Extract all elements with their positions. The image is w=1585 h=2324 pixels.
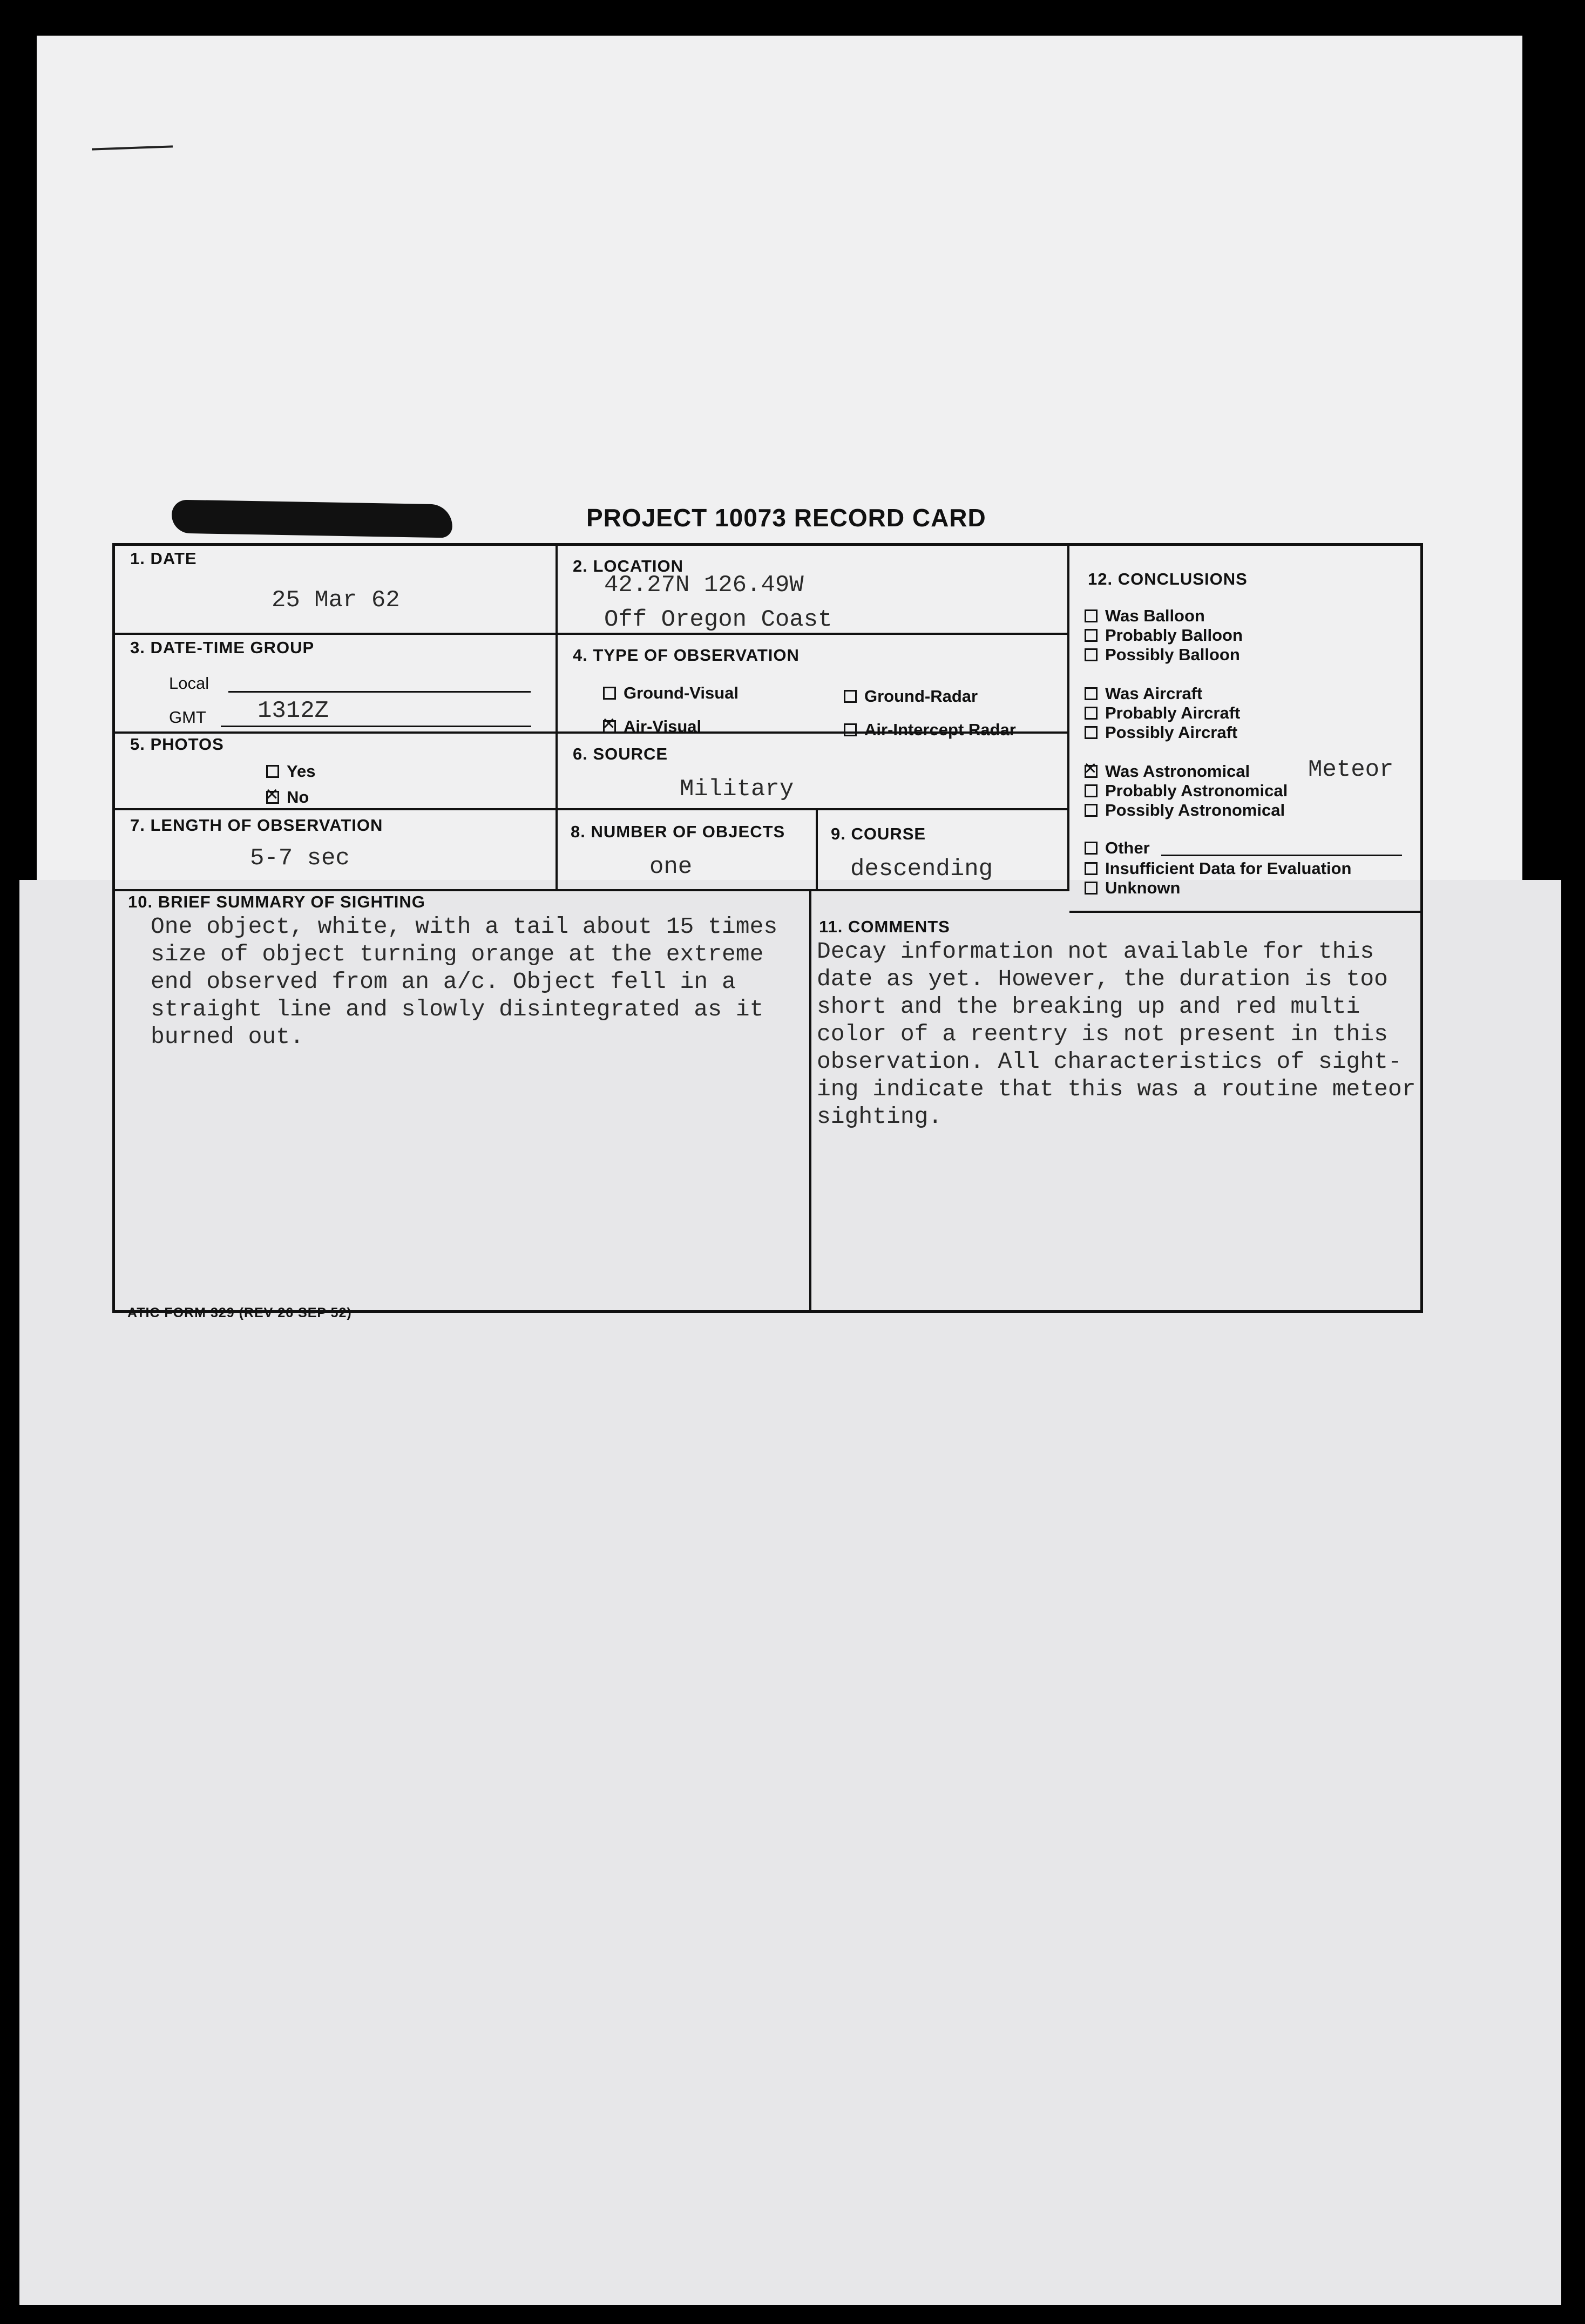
checkbox-icon bbox=[1085, 804, 1098, 817]
checkbox-icon bbox=[1085, 707, 1098, 720]
astronomical-note: Meteor bbox=[1308, 756, 1394, 783]
conclusion-probably-aircraft: Probably Aircraft bbox=[1085, 703, 1240, 723]
checkbox-icon bbox=[266, 765, 279, 778]
conclusion-was-balloon: Was Balloon bbox=[1085, 606, 1205, 626]
photos-cell bbox=[115, 734, 558, 810]
ground-radar-option: Ground-Radar bbox=[844, 687, 978, 706]
objects-label: 8. NUMBER OF OBJECTS bbox=[571, 822, 785, 841]
conclusion-possibly-astronomical: Possibly Astronomical bbox=[1085, 801, 1285, 820]
conclusion-unknown: Unknown bbox=[1085, 878, 1181, 898]
date-time-group-cell bbox=[115, 635, 558, 734]
length-label: 7. LENGTH OF OBSERVATION bbox=[130, 816, 383, 835]
checkbox-icon bbox=[844, 690, 857, 703]
air-intercept-radar-option: Air-Intercept Radar bbox=[844, 720, 1016, 740]
photos-yes-option: Yes bbox=[266, 762, 315, 781]
checkbox-icon bbox=[1085, 784, 1098, 797]
checked-checkbox-icon bbox=[266, 791, 279, 804]
form-id: ATIC FORM 329 (REV 26 SEP 52) bbox=[127, 1305, 352, 1320]
conclusion-was-aircraft: Was Aircraft bbox=[1085, 684, 1202, 703]
local-label: Local bbox=[169, 674, 209, 693]
local-line bbox=[228, 691, 531, 693]
conclusion-possibly-balloon: Possibly Balloon bbox=[1085, 645, 1240, 665]
course-label: 9. COURSE bbox=[831, 824, 926, 843]
location-cell bbox=[558, 546, 1069, 635]
source-cell bbox=[558, 734, 1069, 810]
comments-label: 11. COMMENTS bbox=[819, 917, 950, 936]
summary-text: One object, white, with a tail about 15 times size of object turning orange at the extreme end observed from an a/c. Object fell in a straight line and slowly disintegrated as it burned out. bbox=[151, 913, 778, 1050]
checkbox-icon bbox=[1085, 609, 1098, 622]
gmt-line bbox=[221, 726, 531, 727]
date-time-group-label: 3. DATE-TIME GROUP bbox=[130, 638, 315, 657]
checkbox-icon bbox=[1085, 882, 1098, 895]
summary-cell bbox=[115, 891, 811, 1312]
checked-checkbox-icon bbox=[603, 720, 616, 733]
objects-value: one bbox=[649, 853, 693, 880]
date-label: 1. DATE bbox=[130, 549, 197, 568]
objects-cell bbox=[558, 810, 818, 891]
checkbox-icon bbox=[1085, 842, 1098, 855]
photos-no-option: ×No bbox=[266, 788, 309, 807]
length-cell bbox=[115, 810, 558, 891]
location-label: 2. LOCATION bbox=[573, 557, 684, 575]
summary-label: 10. BRIEF SUMMARY OF SIGHTING bbox=[128, 892, 425, 911]
length-value: 5-7 sec bbox=[250, 845, 350, 872]
conclusion-insufficient-data: Insufficient Data for Evaluation bbox=[1085, 859, 1351, 878]
conclusions-cell bbox=[1069, 546, 1420, 913]
checkbox-icon bbox=[1085, 687, 1098, 700]
photos-label: 5. PHOTOS bbox=[130, 735, 224, 754]
comments-cell bbox=[811, 913, 1420, 1312]
checkbox-icon bbox=[1085, 629, 1098, 642]
date-value: 25 Mar 62 bbox=[272, 587, 400, 614]
conclusion-possibly-aircraft: Possibly Aircraft bbox=[1085, 723, 1237, 742]
observation-type-label: 4. TYPE OF OBSERVATION bbox=[573, 646, 800, 665]
course-cell bbox=[818, 810, 1069, 891]
source-value: Military bbox=[680, 776, 794, 803]
source-label: 6. SOURCE bbox=[573, 744, 668, 763]
conclusion-probably-balloon: Probably Balloon bbox=[1085, 626, 1243, 645]
checked-checkbox-icon bbox=[1085, 765, 1098, 778]
ground-visual-option: Ground-Visual bbox=[603, 683, 739, 703]
checkbox-icon bbox=[1085, 726, 1098, 739]
redaction-smudge bbox=[171, 499, 452, 538]
date-cell bbox=[115, 546, 558, 635]
card-title: PROJECT 10073 RECORD CARD bbox=[586, 504, 986, 532]
observation-type-cell bbox=[558, 635, 1069, 739]
conclusion-other: Other bbox=[1085, 838, 1150, 858]
conclusion-probably-astronomical: Probably Astronomical bbox=[1085, 781, 1288, 801]
checkbox-icon bbox=[603, 687, 616, 700]
other-line bbox=[1161, 855, 1402, 856]
gmt-label: GMT bbox=[169, 708, 206, 727]
checkbox-icon bbox=[1085, 648, 1098, 661]
location-place: Off Oregon Coast bbox=[604, 606, 832, 633]
air-visual-option: ×Air-Visual bbox=[603, 717, 701, 736]
record-card bbox=[112, 543, 1423, 1313]
course-value: descending bbox=[850, 856, 993, 883]
conclusions-label: 12. CONCLUSIONS bbox=[1088, 570, 1248, 588]
comments-text: Decay information not available for this date as yet. However, the duration is too short and the breaking up and red multi color of a reentry is not present in this observation. All characteristics of sight- ing indicate that this was a routine meteor sighting. bbox=[817, 938, 1416, 1130]
conclusion-was-astronomical: ×Was Astronomical bbox=[1085, 762, 1250, 781]
gmt-value: 1312Z bbox=[258, 697, 329, 724]
checkbox-icon bbox=[1085, 862, 1098, 875]
location-coords: 42.27N 126.49W bbox=[604, 572, 804, 599]
